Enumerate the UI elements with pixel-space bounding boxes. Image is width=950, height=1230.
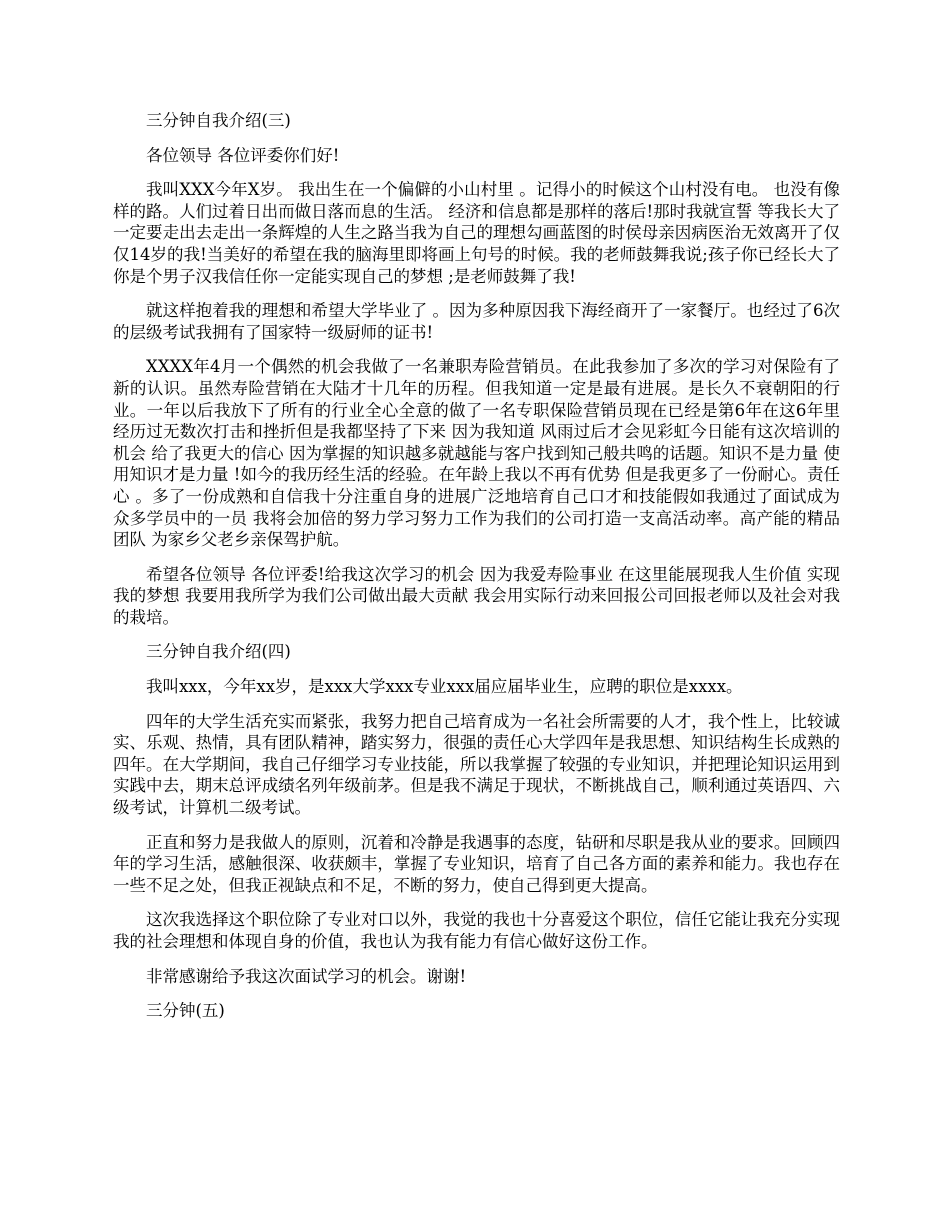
section-heading-five: 三分钟(五): [146, 1001, 225, 1021]
body-paragraph: 四年的大学生活充实而紧张，我努力把自己培育成为一名社会所需要的人才，我个性上，比较诚实、乐观、热情，具有团队精神，踏实努力，很强的责任心大学四年是我思想、知识结构生长成熟的四年。在大学期间，我自己仔细学习专业技能，所以我掌握了较强的专业知识，并把理论知识运用到实践中去，期末总评成绩名列年级前茅。但是我不满足于现状，不断挑战自己，顺利通过英语四、六级考试，计算机二级考试。: [113, 711, 840, 818]
body-paragraph: XXXX年4月一个偶然的机会我做了一名兼职寿险营销员。在此我参加了多次的学习对保险有了新的认识。虽然寿险营销在大陆才十几年的历程。但我知道一定是最有进展。是长久不衰朝阳的行业。一年以后我放下了所有的行业全心全意的做了一名专职保险营销员现在已经是第6年在这6年里经历过无数次打击和挫折但是我都坚持了下来 因为我知道 风雨过后才会见彩虹今日能有这次培训的机会 给了我更大的信心 因为掌握的知识越多就越能与客户找到知己般共鸣的话题。知识不是力量 使用知识才是力量 !如今的我历经生活的经验。在年龄上我以不再有优势 但是我更多了一份耐心。责任心 。多了一份成熟和自信我十分注重自身的进展广泛地培育自己口才和技能假如我通过了面试成为众多学员中的一员 我将会加倍的努力学习努力工作为我们的公司打造一支高活动率。高产能的精品团队 为家乡父老乡亲保驾护航。: [113, 357, 840, 550]
body-paragraph: 就这样抱着我的理想和希望大学毕业了 。因为多种原因我下海经商开了一家餐厅。也经过了6次的层级考试我拥有了国家特一级厨师的证书!: [113, 301, 840, 342]
closing-paragraph: 非常感谢给予我这次面试学习的机会。谢谢!: [146, 966, 467, 986]
body-paragraph: 我叫XXX今年X岁。 我出生在一个偏僻的小山村里 。记得小的时候这个山村没有电。 也没有像样的路。人们过着日出而做日落而息的生活。 经济和信息都是那样的落后!那时我就宣誓 等我长大了一定要走出去走出一条辉煌的人生之路当我为自己的理想勾画蓝图的时侯母亲因病医治无效离开了仅仅14岁的我!当美好的希望在我的脑海里即将画上句号的时候。我的老师鼓舞我说;孩子你已经长大了你是个男子汉我信任你一定能实现自己的梦想 ;是老师鼓舞了我!: [113, 180, 840, 286]
body-paragraph: 正直和努力是我做人的原则，沉着和冷静是我遇事的态度，钻研和尽职是我从业的要求。回顾四年的学习生活，感触很深、收获颇丰，掌握了专业知识，培育了自己各方面的素养和能力。我也存在一些不足之处，但我正视缺点和不足，不断的努力，使自己得到更大提高。: [113, 832, 840, 895]
body-paragraph: 这次我选择这个职位除了专业对口以外，我觉的我也十分喜爱这个职位，信任它能让我充分实现我的社会理想和体现自身的价值，我也认为我有能力有信心做好这份工作。: [113, 910, 840, 951]
body-paragraph: 希望各位领导 各位评委!给我这次学习的机会 因为我爱寿险事业 在这里能展现我人生价值 实现我的梦想 我要用我所学为我们公司做出最大贡献 我会用实际行动来回报公司回报老师以及社会对我的栽培。: [113, 564, 840, 627]
section-heading-three: 三分钟自我介绍(三): [146, 111, 291, 130]
body-paragraph: 我叫xxx，今年xx岁，是xxx大学xxx专业xxx届应届毕业生，应聘的职位是xxxx。: [146, 677, 743, 697]
document-body: [113, 110, 840, 1035]
section-heading-four: 三分钟自我介绍(四): [146, 642, 291, 662]
greeting-paragraph: 各位领导 各位评委你们好!: [146, 145, 340, 165]
